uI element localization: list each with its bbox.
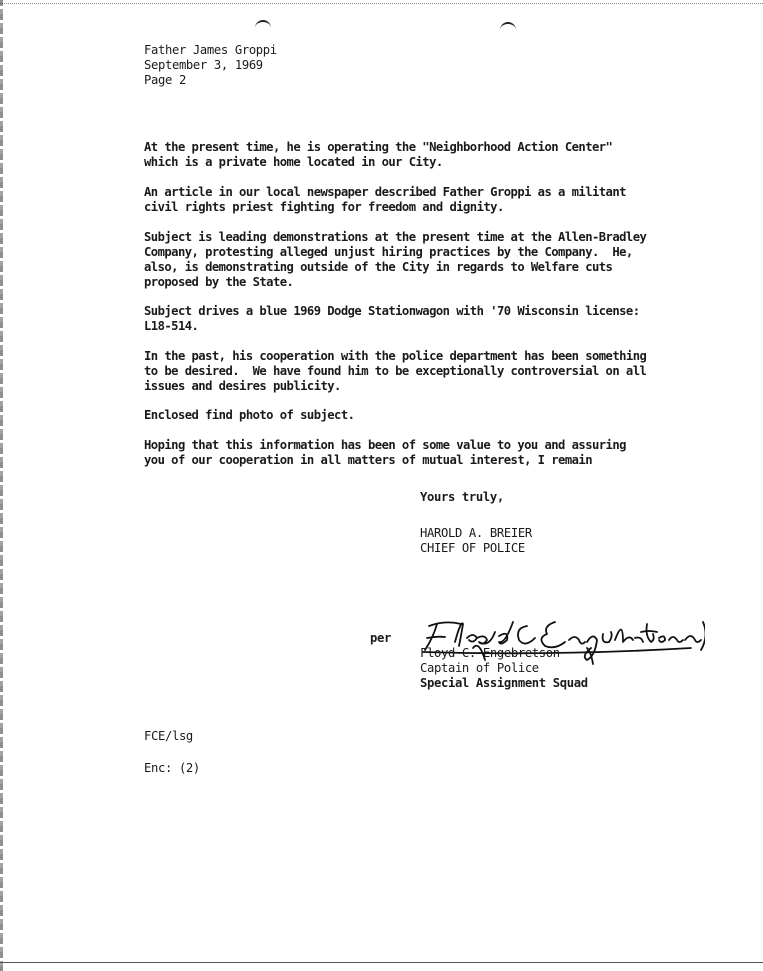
signer-name: Floyd C. Engebretson: [420, 646, 560, 660]
body-line: In the past, his cooperation with the police department has been something: [144, 349, 647, 363]
body-line: Subject is leading demonstrations at the present time at the Allen-Bradley: [144, 230, 647, 244]
body-line: Hoping that this information has been of some value to you and assuring: [144, 438, 626, 452]
body-line: proposed by the State.: [144, 275, 294, 289]
chief-name: HAROLD A. BREIER: [420, 526, 532, 540]
closing-salutation: Yours truly,: [420, 490, 504, 504]
signer-title: Captain of Police: [420, 661, 539, 675]
body-line: Company, protesting alleged unjust hiring practices by the Company. He,: [144, 245, 633, 259]
body-line: also, is demonstrating outside of the City in regards to Welfare cuts: [144, 260, 613, 274]
body-line: you of our cooperation in all matters of mutual interest, I remain: [144, 453, 592, 467]
page-left-edge: [0, 0, 3, 971]
header-date: September 3, 1969: [144, 58, 263, 72]
page-bottom-edge: [0, 962, 763, 963]
per-label: per: [370, 631, 391, 645]
chief-title: CHIEF OF POLICE: [420, 541, 525, 555]
punch-hole-mark: [500, 22, 516, 34]
body-line: issues and desires publicity.: [144, 379, 341, 393]
body-line: to be desired. We have found him to be exceptionally controversial on all: [144, 364, 647, 378]
header-page: Page 2: [144, 73, 186, 87]
punch-hole-mark: [255, 20, 271, 32]
body-line: Subject drives a blue 1969 Dodge Stationwagon with '70 Wisconsin license:: [144, 304, 640, 318]
body-line: At the present time, he is operating the "Neighborhood Action Center": [144, 140, 613, 154]
body-line: L18-514.: [144, 319, 199, 333]
body-line: Enclosed find photo of subject.: [144, 408, 355, 422]
enclosures-note: Enc: (2): [144, 761, 200, 775]
body-line: civil rights priest fighting for freedom and dignity.: [144, 200, 504, 214]
page-top-edge: [0, 3, 763, 4]
typist-initials: FCE/lsg: [144, 729, 193, 743]
header-name: Father James Groppi: [144, 43, 277, 57]
body-line: An article in our local newspaper described Father Groppi as a militant: [144, 185, 626, 199]
signer-unit: Special Assignment Squad: [420, 676, 588, 690]
body-line: which is a private home located in our City.: [144, 155, 443, 169]
